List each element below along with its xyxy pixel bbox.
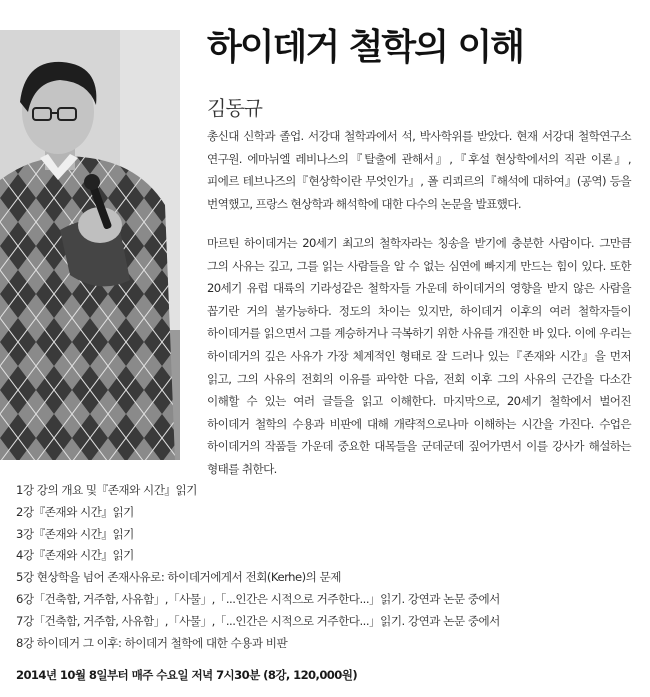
syllabus-item: 2강『존재와 시간』읽기 <box>16 504 134 519</box>
syllabus-item: 5강 현상학을 넘어 존재사유로: 하이데거에게서 전회(Kerhe)의 문제 <box>16 570 341 585</box>
author-bio: 총신대 신학과 졸업. 서강대 철학과에서 석, 박사학위를 받았다. 현재 서강대 철학연구소 연구원. 에마뉘엘 레비나스의『탈출에 관해서』,『후설 현상학에서의 직관 이론』, 피에르 테브나즈의『현상학이란 무엇인가』, 폴 리쾨르의『해석에 대하여』(공역) 등을 번역했고, 프랑스 현상학과 해석학에 대한 다수의 논문을 발표했다. <box>207 129 631 211</box>
syllabus-item: 6강「건축함, 거주함, 사유함」,「사물」,「...인간은 시적으로 거주한다...」읽기. 강연과 논문 중에서 <box>16 591 500 606</box>
syllabus-item: 8강 하이데거 그 이후: 하이데거 철학에 대한 수용과 비판 <box>16 635 288 650</box>
course-description: 마르틴 하이데거는 20세기 최고의 철학자라는 칭송을 받기에 충분한 사람이다. 그만큼 그의 사유는 깊고, 그를 읽는 사람들을 알 수 없는 심연에 빠지게 만드는 힘이 있다. 또한 20세기 유럽 대륙의 기라성같은 철학자들 가운데 하이데거의 영향을 받지 않은 사람을 꼽기란 거의 불가능하다. 정도의 차이는 있지만, 하이데거 이후의 여러 철학자들이 하이데거를 읽으면서 그를 계승하거나 극복하기 위한 사유를 개진한 바 있다. 이에 우리는 하이데거의 깊은 사유가 가장 체계적인 형태로 잘 드러나 있는『존재와 시간』을 먼저 읽고, 그의 사유의 전회의 이유를 파악한 다음, 전회 이후 그의 사유의 근간을 다소간 이해할 수 있는 여러 글들을 읽고 이해한다. 마지막으로, 20세기 철학에서 벌어진 하이데거 철학의 수용과 비판에 대해 개략적으로나마 이해하는 시간을 가진다. 수업은 하이데거의 작품들 가운데 중요한 대목들을 군데군데 짚어가면서 이를 강사가 해설하는 형태를 취한다. <box>207 236 631 476</box>
syllabus-item: 4강『존재와 시간』읽기 <box>16 548 134 563</box>
lecture-title: 하이데거 철학의 이해 <box>207 27 524 68</box>
syllabus-item: 7강「건축함, 거주함, 사유함」,「사물」,「...인간은 시적으로 거주한다...」읽기. 강연과 논문 중에서 <box>16 613 500 628</box>
syllabus-item: 1강 강의 개요 및『존재와 시간』읽기 <box>16 483 197 497</box>
schedule-info: 2014년 10월 8일부터 매주 수요일 저녁 7시30분 (8강, 120,000원) <box>16 668 358 682</box>
syllabus-list <box>16 480 500 654</box>
author-name: 김동규 <box>207 96 262 120</box>
lecturer-photo-illustration <box>0 30 180 460</box>
author-photo <box>0 30 180 460</box>
syllabus-item: 3강『존재와 시간』읽기 <box>16 526 134 541</box>
